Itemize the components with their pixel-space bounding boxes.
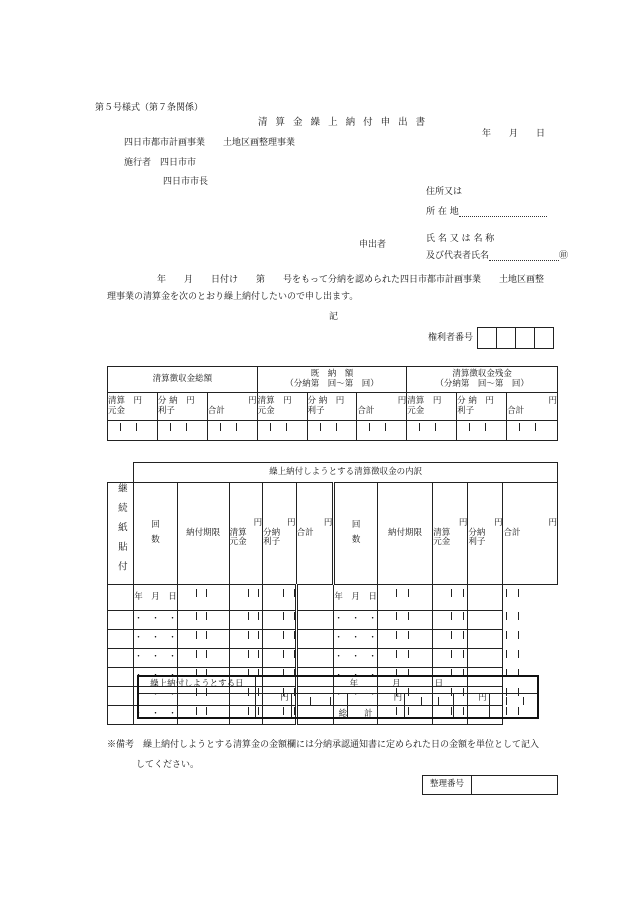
rights-label: 権利者番号 — [428, 332, 474, 343]
summary-table — [107, 366, 558, 441]
body-line-1: 年 月 日付け 第 号をもって分納を認められた四日市都市計画事業 土地区画整 — [157, 275, 545, 285]
amount-cell[interactable] — [307, 421, 357, 441]
grand-total-label: 総 計 — [334, 705, 378, 724]
amount-cell[interactable] — [489, 693, 538, 718]
amount-cell[interactable] — [207, 421, 257, 441]
breakdown-row — [108, 584, 558, 610]
amount-cell[interactable] — [468, 610, 503, 629]
total-header: 円 合計 — [296, 483, 334, 585]
amount-cell[interactable] — [433, 584, 468, 610]
principal-subheader: 清算 円 元金 — [407, 393, 457, 421]
remaining-header: 清算徴収金残金 （分納第 回～第 回） — [407, 367, 558, 393]
amount-cell[interactable] — [377, 584, 432, 610]
total-subheader: 円 合計 — [507, 393, 558, 421]
due-date-cell[interactable]: ・ ・ ・ — [134, 686, 178, 705]
principal-header: 円 清算 元金 — [229, 483, 262, 585]
amount-cell[interactable] — [108, 421, 158, 441]
rights-holder-number — [428, 327, 554, 349]
address-dotted-line — [459, 207, 547, 217]
interest-header: 円 分納 利子 — [468, 483, 503, 585]
amount-cell[interactable] — [433, 629, 468, 648]
name-dotted-line — [489, 251, 559, 261]
interest-header: 円 分納 利子 — [263, 483, 296, 585]
advance-date-label: 繰上納付しようとする日 — [138, 676, 255, 693]
count-cell[interactable] — [108, 705, 134, 724]
amount-cell[interactable] — [177, 610, 229, 629]
continuation-side-label: 継続紙貼付 — [108, 483, 134, 585]
paid-header: 既 納 額 （分納第 回～第 回） — [257, 367, 407, 393]
address-label-2: 所 在 地 — [426, 207, 459, 217]
due-date-cell[interactable]: ・ ・ ・ — [334, 629, 378, 648]
amount-cell[interactable] — [357, 421, 407, 441]
form-number: 第５号様式（第７条関係） — [95, 103, 204, 113]
amount-cell[interactable] — [405, 693, 454, 718]
amount-cell[interactable] — [177, 629, 229, 648]
amount-cell[interactable] — [291, 693, 348, 718]
breakdown-heading: 繰上納付しようとする清算徴収金の内訳 — [134, 463, 558, 483]
date-line: 年 月 日 — [482, 129, 546, 139]
due-date-cell[interactable]: ・ ・ ・ — [334, 667, 378, 686]
breakdown-row — [108, 629, 558, 648]
amount-cell[interactable] — [263, 629, 296, 648]
amount-cell[interactable] — [138, 693, 255, 718]
body-line-2: 理事業の清算金を次のとおり繰上納付したいので申し出ます。 — [107, 292, 359, 302]
total-collection-header: 清算徴収金総額 — [108, 367, 258, 393]
interest-subheader: 分 納 円 利子 — [157, 393, 207, 421]
principal-header: 円 清算 元金 — [433, 483, 468, 585]
rights-box[interactable] — [534, 327, 554, 349]
advance-payment-date-table — [137, 675, 539, 719]
count-cell[interactable] — [108, 629, 134, 648]
amount-cell[interactable] — [229, 610, 262, 629]
rights-box[interactable] — [477, 327, 497, 349]
due-date-cell[interactable]: ・ ・ ・ — [134, 648, 178, 667]
due-date-cell[interactable]: 年 月 日 — [134, 584, 178, 610]
total-subheader: 円 合計 — [207, 393, 257, 421]
due-date-cell[interactable]: ・ ・ ・ — [334, 648, 378, 667]
reference-number-field[interactable] — [472, 776, 558, 795]
amount-row — [108, 421, 558, 441]
due-date-cell[interactable]: ・ ・ ・ — [334, 686, 378, 705]
due-date-cell[interactable]: 年 月 日 — [334, 584, 378, 610]
amount-cell[interactable] — [377, 629, 432, 648]
ki-label: 記 — [329, 312, 339, 322]
blank-corner — [108, 463, 134, 483]
due-date-cell[interactable]: ・ ・ ・ — [134, 629, 178, 648]
amount-cell[interactable] — [177, 584, 229, 610]
yen-cell: 円 — [453, 693, 489, 718]
address-label-1: 住所又は — [426, 187, 463, 197]
due-date-cell[interactable]: ・ ・ ・ — [334, 610, 378, 629]
amount-cell[interactable] — [177, 648, 229, 667]
amount-cell[interactable] — [468, 584, 503, 610]
amount-cell[interactable] — [263, 584, 296, 610]
count-cell[interactable] — [108, 686, 134, 705]
amount-cell[interactable] — [229, 584, 262, 610]
seal-mark: ㊞ — [559, 251, 569, 261]
due-date-header: 納付期限 — [177, 483, 229, 585]
amount-cell[interactable] — [257, 421, 307, 441]
amount-cell[interactable] — [263, 610, 296, 629]
document-title: 清 算 金 繰 上 納 付 申 出 書 — [258, 117, 428, 128]
amount-cell[interactable] — [457, 421, 507, 441]
total-header: 円 合計 — [503, 483, 558, 585]
count-cell[interactable] — [296, 648, 334, 667]
breakdown-row — [108, 648, 558, 667]
reference-number-label: 整理番号 — [423, 776, 472, 795]
amount-cell[interactable] — [229, 629, 262, 648]
amount-cell[interactable] — [507, 421, 558, 441]
amount-cell[interactable] — [229, 648, 262, 667]
count-cell[interactable] — [108, 610, 134, 629]
amount-cell[interactable] — [468, 648, 503, 667]
rights-box[interactable] — [515, 327, 535, 349]
due-date-header: 納付期限 — [377, 483, 432, 585]
remark-line-2: してください。 — [136, 760, 200, 770]
amount-cell[interactable] — [157, 421, 207, 441]
amount-cell[interactable] — [407, 421, 457, 441]
count-cell[interactable] — [108, 648, 134, 667]
total-subheader: 円 合計 — [357, 393, 407, 421]
due-date-cell[interactable]: ・ ・ ・ — [134, 705, 178, 724]
interest-subheader: 分 納 円 利子 — [307, 393, 357, 421]
count-cell[interactable] — [296, 610, 334, 629]
applicant-label: 申出者 — [359, 240, 387, 250]
rights-box[interactable] — [496, 327, 516, 349]
name-field[interactable] — [426, 251, 568, 261]
count-cell[interactable] — [296, 629, 334, 648]
amount-cell[interactable] — [468, 629, 503, 648]
address-field[interactable] — [426, 207, 547, 217]
amount-cell[interactable] — [433, 648, 468, 667]
amount-cell[interactable] — [377, 610, 432, 629]
amount-cell[interactable] — [433, 610, 468, 629]
yen-cell: 円 — [255, 693, 291, 718]
count-cell[interactable] — [108, 584, 134, 610]
count-header: 回 数 — [334, 483, 378, 585]
amount-cell[interactable] — [377, 648, 432, 667]
principal-subheader: 清算 円 元金 — [108, 393, 158, 421]
count-cell[interactable] — [108, 667, 134, 686]
breakdown-row — [108, 610, 558, 629]
project-line: 四日市都市計画事業 土地区画整理事業 — [124, 138, 296, 148]
due-date-cell[interactable]: ・ ・ ・ — [134, 610, 178, 629]
count-cell[interactable] — [296, 584, 334, 610]
name-label-2: 及び代表者氏名 — [426, 251, 490, 261]
operator-label: 施行者 四日市市 — [124, 158, 197, 168]
mayor-label: 四日市市長 — [163, 177, 209, 187]
reference-number-table — [422, 775, 558, 795]
amount-cell[interactable] — [263, 648, 296, 667]
remark-line-1: ※備考 繰上納付しようとする清算金の金額欄には分納承認通知書に定められた日の金額を単位として記入 — [107, 740, 540, 750]
principal-subheader: 清算 円 元金 — [257, 393, 307, 421]
yen-cell: 円 — [348, 693, 405, 718]
interest-subheader: 分 納 円 利子 — [457, 393, 507, 421]
advance-date-value[interactable]: 年 月 日 — [255, 676, 538, 693]
due-date-cell[interactable]: ・ ・ ・ — [134, 667, 178, 686]
name-label-1: 氏 名 又 は 名 称 — [426, 234, 495, 244]
count-header: 回 数 — [134, 483, 178, 585]
